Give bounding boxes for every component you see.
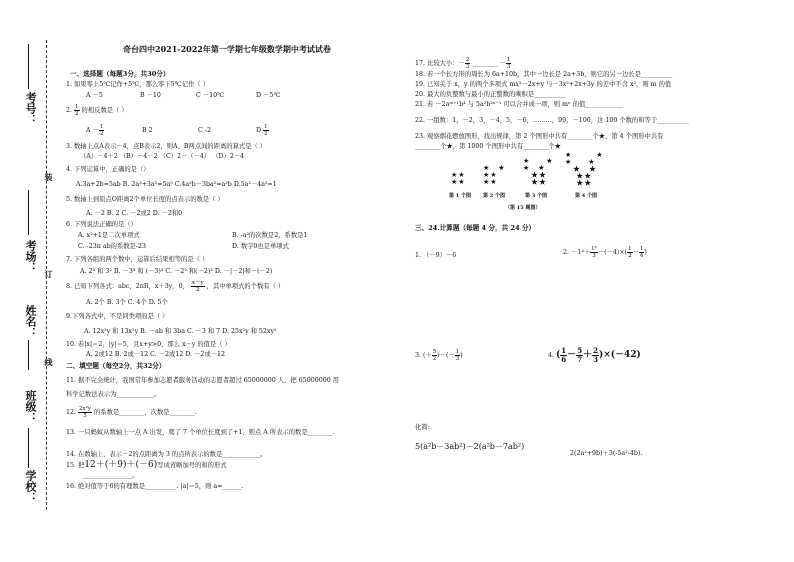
q2-frac-num: 1: [75, 104, 79, 110]
q17-blank: ________: [472, 60, 498, 67]
q2-opt-d: [256, 124, 269, 137]
q1-opt-a: A －5: [86, 92, 103, 99]
q2-opt-a-label: A: [86, 127, 91, 134]
q17-minus: －: [499, 60, 506, 67]
q16-text: 16. 绝对值等于6的有理数是__________. |a|＝5，则 a=______.: [66, 483, 244, 490]
q13-text: 13. 一只蚂蚁从数轴上一点 A 出发，爬了 7 个单位长度到了+1，则点 A 所表示的数是________.: [66, 429, 335, 436]
q2-opt-a: [86, 124, 104, 137]
q17-frac1-den: 3: [465, 64, 470, 70]
calc4-open: (: [556, 350, 561, 360]
q8-frac-num: x－y: [191, 280, 204, 286]
q3-options: （A）－4＋2 （B）－4－2 （C）2－（－4） （D）2－4: [80, 153, 245, 160]
label-ding: 订: [44, 270, 54, 278]
calc2: [563, 246, 647, 259]
q8-frac-den: 2: [196, 287, 200, 293]
calc2-frac2-den: 2: [628, 253, 632, 259]
q15-pre: 15. 把: [66, 462, 85, 469]
q11-line1: 11. 据不完全统计，我国常年参加志愿者服务活动的志愿者超过 65000000 人，把 65000000 用: [66, 377, 340, 384]
q6-opt-c: C. -23π ab的系数是-23: [78, 243, 146, 250]
q6-text: 6. 下列说法正确的是（）: [66, 221, 137, 228]
q23-line2: ________个★，第 1000 个图形中共有________个★: [415, 143, 561, 150]
calc3-end: ): [460, 352, 463, 359]
fig3-stars: ★ ★ ★ ★ ★★ ★★: [523, 157, 554, 186]
q1-opt-b: B －10: [140, 92, 161, 99]
q5-options: A. －2 B. 2 C. －2或2 D. －2和0: [86, 210, 183, 217]
fig3-label: 第 3 个图: [525, 193, 547, 199]
calc3-frac2-num: 1: [455, 349, 460, 355]
fig2-stars: ★ ★ ★★ ★★: [483, 164, 506, 186]
q2-opt-b: B 2: [142, 127, 153, 134]
q2-fraction: [74, 104, 80, 117]
q20-text: 20. 最大的负整数与最小的正整数的乘积是__________: [415, 91, 566, 98]
label-xian: 线: [44, 358, 54, 366]
q23-line1: 23. 观察烟花燃放图形，找出规律，第 2 个图形中共有________个★，第 4 个图形中共有: [415, 133, 664, 140]
q3-text: 3. 数轴上点A表示－4，点B表示2，则A、B两点间的距离的算式是（ ）: [66, 143, 267, 150]
calc2-frac3-num: 1: [639, 246, 644, 252]
label-banji: 班级：: [24, 390, 37, 423]
q2-opt-a-den: 2: [99, 131, 104, 137]
calc2-frac2-num: 1: [628, 246, 632, 252]
fig1-stars: ★★ ★★: [451, 171, 466, 186]
calc1: 1. （－9）－6: [415, 252, 457, 259]
q19-text: 19. 已知关于 x，y 的两个多项式 mx²－2x+y 与－3x²+2x+3y 的差中不含 x²，则 m 的值: [415, 81, 672, 88]
q6-opt-a: A. x²+1是二次单项式: [78, 232, 140, 239]
label-xingming: 姓名：: [24, 305, 37, 338]
q12-frac-den: 5: [83, 413, 87, 419]
q8-pre: 8. 已知下列各式：abc，2πR，x＋3y，0，: [66, 283, 189, 290]
q12-post: 的系数是________，次数是________.: [93, 409, 197, 416]
blank-line-banji: [28, 428, 29, 468]
q17-frac1: [465, 57, 471, 70]
fig4-label: 第 4 个图: [575, 193, 597, 199]
q8-fraction: [191, 280, 205, 293]
q2-post: 的相反数是（ ）: [81, 107, 128, 114]
calc4-frac3-num: 2: [593, 346, 598, 355]
calc3-frac1-num: 5: [432, 349, 437, 355]
q17-pre: 17. 比较大小：－: [415, 60, 465, 67]
q2-opt-d-label: D: [256, 127, 262, 134]
q15-post: 写成省略加号的和的形式: [157, 462, 227, 469]
calc3-frac1-den: 2: [432, 356, 437, 362]
q10-options: A. 2或12 B. 2或－12 C. －2或12 D. －2或－12: [86, 351, 226, 358]
q2-pre: 2.: [66, 107, 73, 114]
calc3: [415, 349, 463, 362]
q21-text: 21. 若 －2aᵐ⁺¹b⁴ 与 5a²b²ⁿ⁻¹ 可以合并成一项，则 mⁿ 的值____________: [415, 101, 624, 108]
simplify-label: 化简:: [415, 424, 430, 431]
q6-opt-b: B. -a²的次数是2，系数是1: [232, 232, 308, 239]
q17-frac1-num: 2: [465, 57, 470, 63]
label-zhuang: 装: [44, 173, 54, 181]
calc4: [548, 347, 641, 364]
q9-text: 9.下列各式中，不是同类项的是（ ）: [66, 313, 169, 320]
simplify1: 5(a²b－3ab²)－2(a²b－7ab²): [415, 442, 525, 451]
q2-opt-d-num: 1: [264, 124, 268, 130]
q1-text: 1. 如果零上5℃记作+5℃，那么零下5℃记作（ ）: [66, 81, 209, 88]
calc4-frac1-num: 1: [561, 346, 567, 355]
q17-frac2: [506, 57, 512, 70]
q17-frac2-den: 3: [506, 64, 511, 70]
q5-text: 5. 数轴上到原点O距离2个单位长度的点表示的数是（ ）: [66, 196, 224, 203]
fig4-stars: ★ ★ ★ ★ ★ ★ ★★ ★★: [565, 151, 604, 187]
label-xuexiao: 学校：: [24, 470, 37, 503]
q2-text: [66, 104, 128, 117]
q10-text: 10. 若|x|＝2，|y|＝5，且x+y>0，那么 x－y 的值是（ ）: [66, 341, 231, 348]
q15-expression: 12＋(＋9)＋(－6): [84, 460, 158, 470]
calc3-pre: 3. (＋: [415, 352, 432, 359]
fig1-label: 第 1 个图: [449, 193, 471, 199]
calc4-frac3-den: 3: [593, 355, 598, 364]
q17-text: [415, 57, 511, 70]
blank-line-kaohao: [28, 44, 29, 89]
q15-blank: ________________。: [82, 472, 139, 479]
q12-pre: 12.: [66, 409, 77, 416]
q1-opt-c: C －10℃: [196, 92, 225, 99]
calc4-close: )×(－42): [598, 350, 641, 360]
calc2-minus: －: [632, 249, 639, 256]
q2-opt-a-frac: [99, 124, 105, 137]
q2-frac-den: 2: [75, 111, 79, 117]
calc2-pre: 2. －1⁴＋: [563, 249, 591, 256]
q12-frac-num: 2x²y: [79, 406, 91, 412]
q11-line2: 科学记数法表示为____________。: [66, 391, 161, 398]
calc2-frac3-den: 4: [639, 253, 644, 259]
q8-post: ，其中单项式的个数有（ ）: [206, 283, 285, 290]
q12-fraction: [78, 406, 92, 419]
fig-caption: （第 15 题图）: [505, 205, 541, 211]
section3-heading: 三、24.计算题（每题 4 分，共 24 分）: [415, 224, 536, 232]
calc4-op2: ＋: [583, 350, 593, 360]
calc4-frac3: [592, 347, 599, 364]
page-title: 奇台四中2021-2022年第一学期七年级数学期中考试试卷: [123, 44, 331, 54]
q2-opt-d-frac: [263, 124, 269, 137]
q14-text: 14. 在数轴上，表示－2的点距离为 3 的点所表示的数是____________。: [66, 451, 267, 458]
fig2-label: 第 2 个图: [483, 193, 505, 199]
q2-opt-a-minus: －: [92, 127, 99, 134]
q8-text: [66, 280, 284, 293]
calc3-mid: )－(－: [437, 352, 455, 359]
q1-opt-d: D －5℃: [256, 92, 281, 99]
q17-frac2-num: 1: [506, 57, 511, 63]
q7-options: A. 2³ 和 3² B. －3³ 和 (－3)³ C. －2² 和(－2)² D. －|－2|和－(－2): [80, 268, 273, 275]
calc2-mid: －(－4)×(: [597, 249, 628, 256]
calc2-end: ): [644, 249, 647, 256]
q7-text: 7. 下列各组的两个数中，运算后结果相等的是（ ）: [66, 256, 209, 263]
simplify2: 2(2a²+9b)＋3(-5a²-4b).: [570, 450, 643, 457]
q2-opt-c: C -2: [198, 127, 211, 134]
q2-opt-d-den: 2: [264, 131, 268, 137]
q22-text: 22. 一组数：1，－2，3，－4，5，－6，………，99，－100，这 100 个数的和等于__________: [415, 117, 689, 124]
calc2-frac1-den: 3: [592, 253, 596, 259]
blank-line-kaochang: [28, 190, 29, 235]
calc4-op1: －: [567, 350, 577, 360]
label-kaohao: 考号：: [24, 92, 37, 125]
q2-opt-a-num: 1: [99, 124, 104, 130]
binding-strip: [10, 40, 54, 510]
fireworks-figure: [445, 152, 610, 214]
q4-text: 4. 下列运算中，正确的是（）: [66, 166, 150, 173]
q12-text: [66, 406, 197, 419]
q6-opt-d: D. 数字0也是单项式: [232, 243, 289, 250]
label-kaochang: 考场：: [24, 240, 37, 273]
dashed-cut-line: [46, 40, 47, 510]
calc2-frac1: [590, 246, 598, 259]
calc4-frac2-den: 7: [577, 355, 583, 364]
calc2-frac1-num: 1²: [591, 246, 597, 252]
calc4-pre: 4.: [548, 352, 555, 359]
calc4-frac2-num: 5: [577, 346, 583, 355]
section2-heading: 二、填空题（每空2分，共32分）: [66, 362, 166, 370]
q15-text: [66, 461, 227, 470]
q8-options: A. 2个 B. 3个 C. 4个 D. 5个: [86, 299, 168, 306]
q4-options: A.3a+2b=5ab B. 2a³+3a²=5a⁵ C.4a²b－3ba²=a²b D.5a²－4a²=1: [76, 181, 277, 188]
q18-text: 18. 若一个长方形的周长为 6a+10b，其中一边长是 2a+3b，则它的另一边长是__________: [415, 71, 673, 78]
calc3-frac2-den: 3: [455, 356, 460, 362]
q9-options: A. 12x²y 和 13x²y B. －ab 和 3ba C. －3 和 7 D. 25x²y 和 52xy²: [84, 328, 277, 335]
section1-heading: 一、选择题（每题3分，共30分）: [70, 70, 170, 78]
blank-line-xingming: [28, 340, 29, 370]
calc4-frac1-den: 6: [561, 355, 567, 364]
